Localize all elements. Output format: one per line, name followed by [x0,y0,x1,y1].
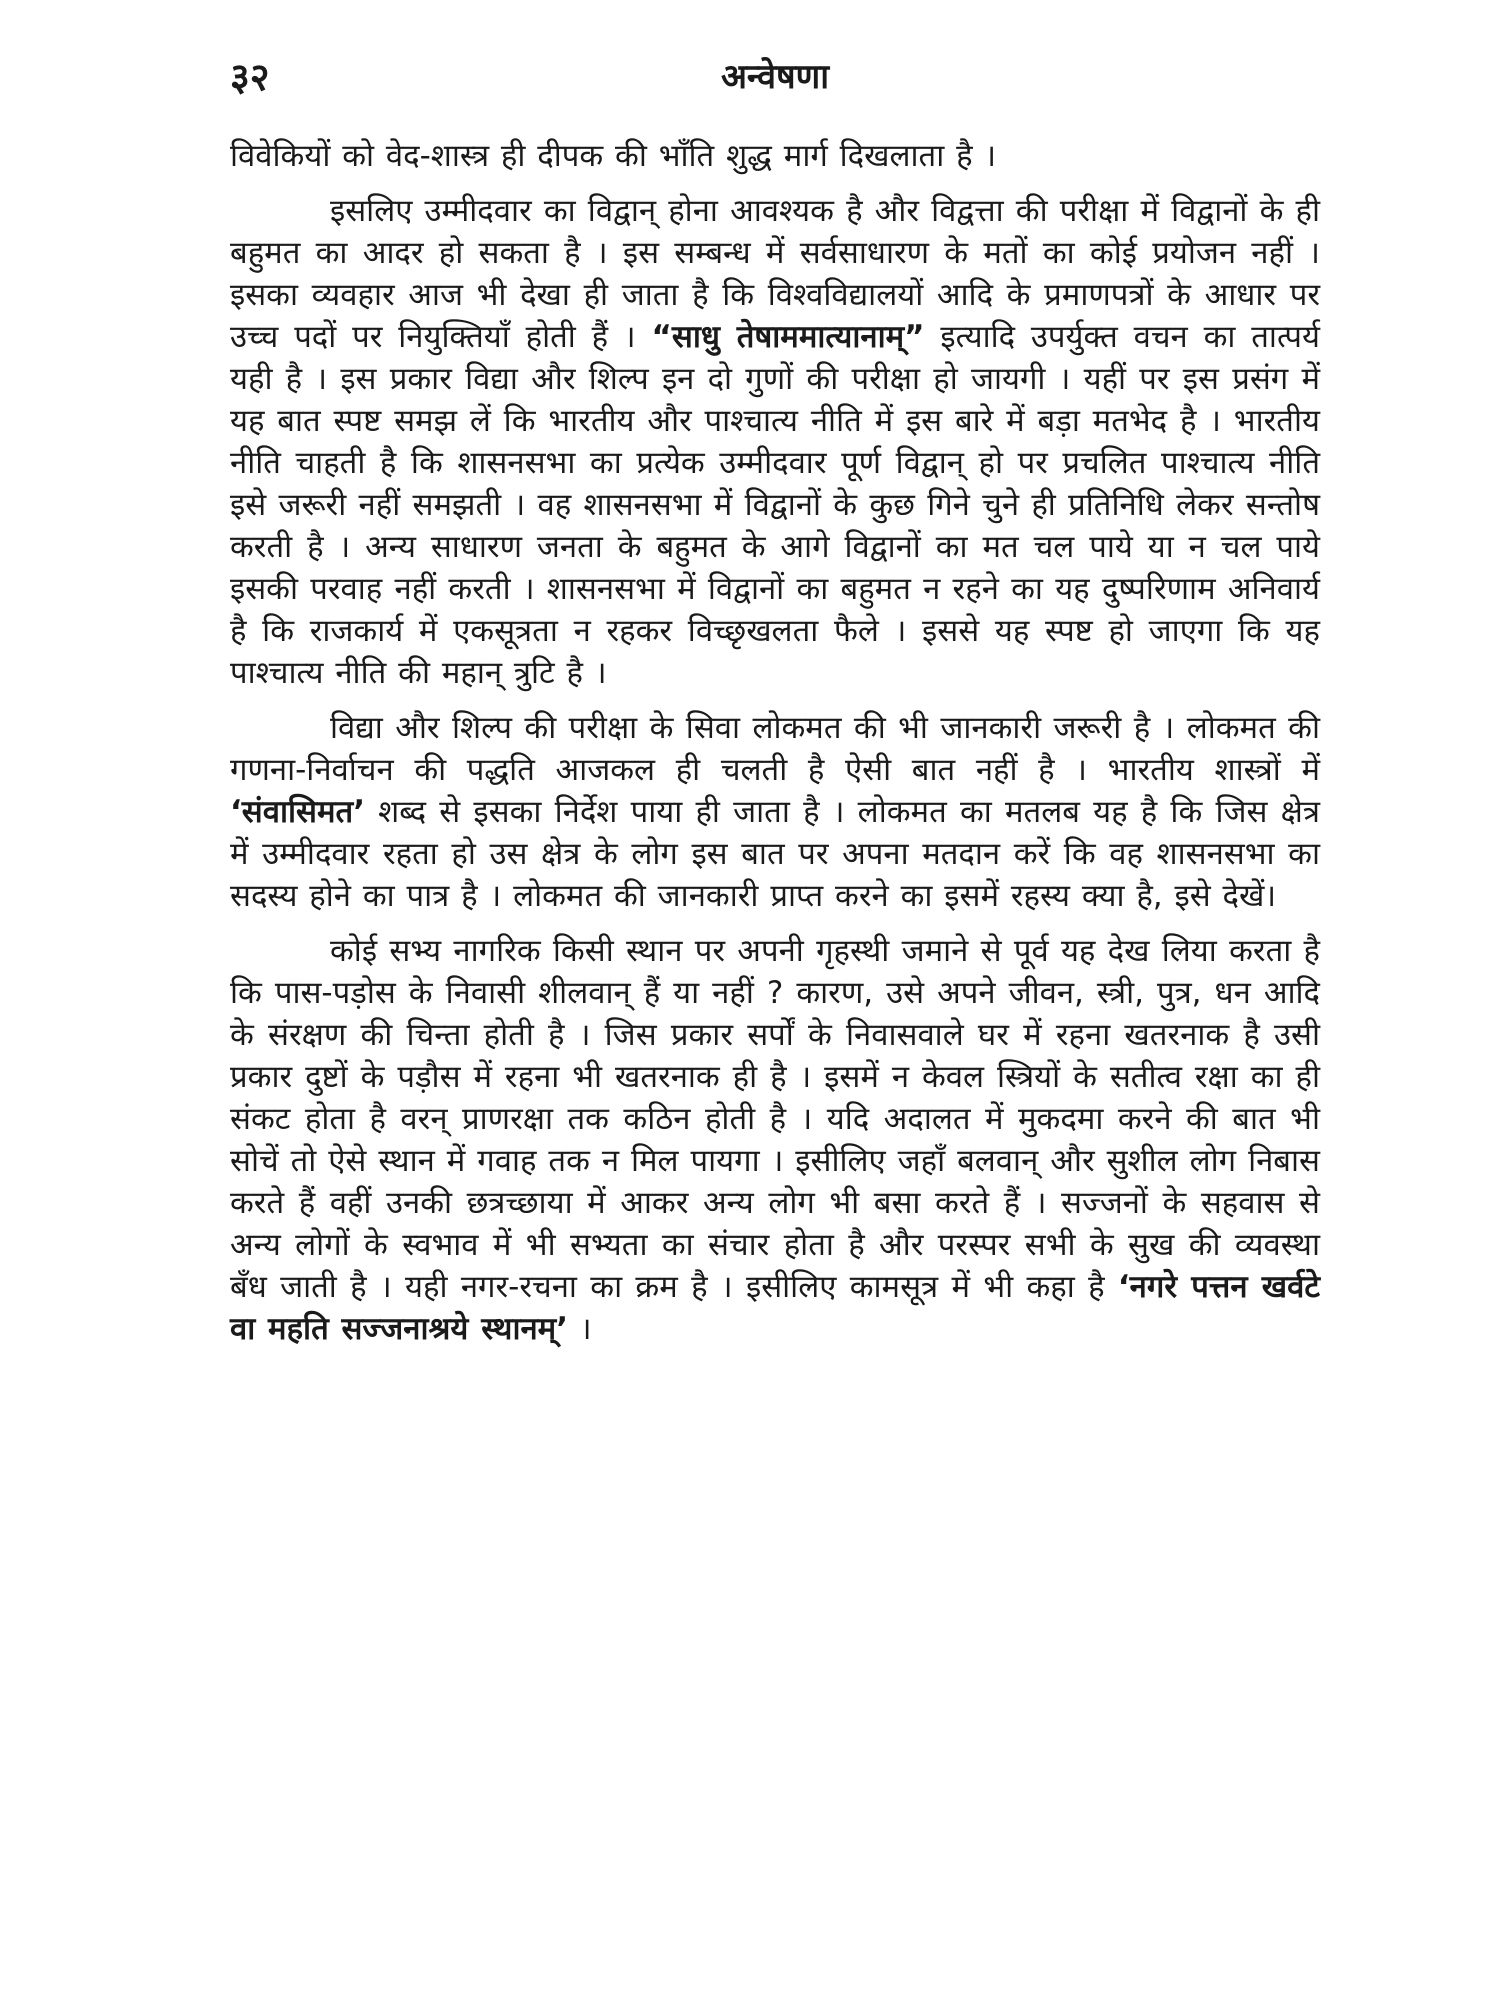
kamasutra-quote: ‘नगरे पत्तन खर्वटे वा महति सज्जनाश्रये स्थानम्’ [230,1269,1321,1347]
page-number: ३२ [230,55,270,99]
paragraph-1 [230,135,1320,177]
body-text [230,135,1320,1350]
paragraph-2 [230,190,1320,694]
paragraph-3 [230,707,1320,917]
paragraph-4 [230,930,1320,1350]
sanskrit-quote: “साधु तेषाममात्यानाम्” [651,319,925,355]
paragraph-text: कोई सभ्य नागरिक किसी स्थान पर अपनी गृहस्थी जमाने से पूर्व यह देख लिया करता है कि पास-पड़ोस के निवासी शीलवान् हैं या नहीं ? कारण, उसे अपने जीवन, स्त्री, पुत्र, धन आदि के संरक्षण की चिन्ता होती है । जिस प्रकार सर्पों के निवासवाले घर में रहना खतरनाक है उसी प्रकार दुष्टों के पड़ौस में रहना भी खतरनाक ही है । इसमें न केवल स्त्रियों के सतीत्व रक्षा का ही संकट होता है वरन् प्राणरक्षा तक कठिन होती है । यदि अदालत में मुकदमा करने की बात भी सोचें तो ऐसे स्थान में गवाह तक न मिल पायगा । इसीलिए जहाँ बलवान् और सुशील लोग निबास करते हैं वहीं उनकी छत्रच्छाया में आकर अन्य लोग भी बसा करते हैं । सज्जनों के सहवास से अन्य लोगों के स्वभाव में भी सभ्यता का संचार होता है और परस्पर सभी के सुख की व्यवस्था बँध जाती है । यही नगर-रचना का क्रम है । इसीलिए कामसूत्र में भी कहा है [230,933,1320,1305]
page-title: अन्वेषणा [720,57,830,97]
term-quote: ‘संवासिमत’ [230,794,365,830]
running-head [230,52,1320,102]
paragraph-text: शब्द से इसका निर्देश पाया ही जाता है । लोकमत का मतलब यह है कि जिस क्षेत्र में उम्मीदवार रहता हो उस क्षेत्र के लोग इस बात पर अपना मतदान करें कि वह शासनसभा का सदस्य होने का पात्र है । लोकमत की जानकारी प्राप्त करने का इसमें रहस्य क्या है, इसे देखें। [230,794,1320,914]
paragraph-text: विद्या और शिल्प की परीक्षा के सिवा लोकमत की भी जानकारी जरूरी है । लोकमत की गणना-निर्वाचन की पद्धति आजकल ही चलती है ऐसी बात नहीं है । भारतीय शास्त्रों में [230,710,1320,788]
paragraph-text: इत्यादि उपर्युक्त वचन का तात्पर्य यही है । इस प्रकार विद्या और शिल्प इन दो गुणों की परीक्षा हो जायगी । यहीं पर इस प्रसंग में यह बात स्पष्ट समझ लें कि भारतीय और पाश्चात्य नीति में इस बारे में बड़ा मतभेद है । भारतीय नीति चाहती है कि शासनसभा का प्रत्येक उम्मीदवार पूर्ण विद्वान् हो पर प्रचलित पाश्चात्य नीति इसे जरूरी नहीं समझती । वह शासनसभा में विद्वानों के कुछ गिने चुने ही प्रतिनिधि लेकर सन्तोष करती है । अन्य साधारण जनता के बहुमत के आगे विद्वानों का मत चल पाये या न चल पाये इसकी परवाह नहीं करती । शासनसभा में विद्वानों का बहुमत न रहने का यह दुष्परिणाम अनिवार्य है कि राजकार्य में एकसूत्रता न रहकर विच्छृखलता फैले । इससे यह स्पष्ट हो जाएगा कि यह पाश्चात्य नीति की महान् त्रुटि है । [230,319,1320,691]
paragraph-text: । [568,1311,592,1347]
paragraph-text: इसलिए उम्मीदवार का विद्वान् होना आवश्यक है और विद्वत्ता की परीक्षा में विद्वानों के ही बहुमत का आदर हो सकता है । इस सम्बन्ध में सर्वसाधारण के मतों का कोई प्रयोजन नहीं । इसका व्यवहार आज भी देखा ही जाता है कि विश्वविद्यालयों आदि के प्रमाणपत्रों के आधार पर उच्च पदों पर नियुक्तियाँ होती हैं । [230,193,1320,355]
paragraph-text: विवेकियों को वेद-शास्त्र ही दीपक की भाँति शुद्ध मार्ग दिखलाता है । [230,138,997,174]
